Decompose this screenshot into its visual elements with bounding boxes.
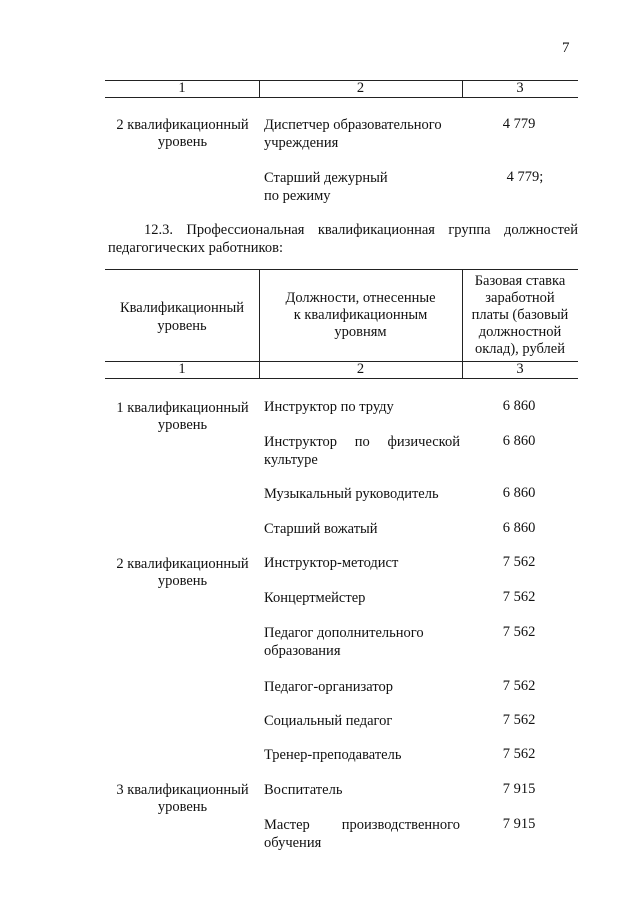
column-number: 3 xyxy=(516,80,524,96)
page-number: 7 xyxy=(562,40,570,56)
position-name: Старший вожатый xyxy=(264,521,378,537)
position-line: Старший дежурный xyxy=(264,170,388,186)
position-name xyxy=(264,169,460,205)
column-number: 1 xyxy=(178,361,186,377)
position-line: Мастер производственного xyxy=(264,817,460,833)
header-line: платы (базовый xyxy=(471,307,569,323)
position-name: Инструктор-методист xyxy=(264,555,399,571)
position-line: учреждения xyxy=(264,135,339,151)
base-rate: 7 562 xyxy=(502,712,536,728)
position-name xyxy=(264,816,460,852)
base-rate: 7 562 xyxy=(502,554,536,570)
section-heading-line: 12.3. Профессиональная квалификационная группа должностей xyxy=(144,222,578,238)
header-base-rate xyxy=(462,273,578,358)
position-name: Инструктор по труду xyxy=(264,399,394,415)
base-rate: 6 860 xyxy=(502,485,536,501)
base-rate: 4 779; xyxy=(506,169,544,185)
base-rate: 7 562 xyxy=(502,678,536,694)
position-name: Социальный педагог xyxy=(264,713,393,729)
position-name: Концертмейстер xyxy=(264,590,366,606)
header-positions xyxy=(259,290,462,341)
header-line: уровням xyxy=(334,324,387,340)
base-rate: 7 562 xyxy=(502,624,536,640)
base-rate: 7 562 xyxy=(502,589,536,605)
column-number: 2 xyxy=(356,80,365,96)
position-name xyxy=(264,116,460,152)
position-name xyxy=(264,433,460,469)
qualification-level: 2 квалификационный уровень xyxy=(116,117,249,150)
header-line: Должности, отнесенные xyxy=(285,290,436,306)
position-name xyxy=(264,624,460,660)
base-rate: 6 860 xyxy=(502,398,536,414)
header-line: Базовая ставка xyxy=(474,273,566,289)
column-number: 1 xyxy=(178,80,186,96)
header-line: к квалификационным xyxy=(293,307,428,323)
position-name: Тренер-преподаватель xyxy=(264,747,402,763)
position-line: Педагог дополнительного xyxy=(264,625,424,641)
position-line: обучения xyxy=(264,835,322,851)
base-rate: 6 860 xyxy=(502,433,536,449)
qualification-level: 2 квалификационный уровень xyxy=(116,556,249,589)
position-line: культуре xyxy=(264,452,318,468)
header-line: должностной xyxy=(478,324,562,340)
header-line: оклад), рублей xyxy=(475,341,565,357)
section-heading-line: педагогических работников: xyxy=(108,240,283,256)
column-number: 2 xyxy=(356,361,365,377)
position-name: Педагог-организатор xyxy=(264,679,393,695)
table-rule xyxy=(105,378,578,379)
section-heading xyxy=(108,221,578,257)
table-rule xyxy=(105,269,578,270)
base-rate: 7 915 xyxy=(502,781,536,797)
base-rate: 7 562 xyxy=(502,746,536,762)
position-line: Диспетчер образовательного xyxy=(264,117,442,133)
qualification-level: 3 квалификационный уровень xyxy=(116,782,249,815)
position-line: образования xyxy=(264,643,341,659)
header-line: заработной xyxy=(485,290,555,306)
base-rate: 6 860 xyxy=(502,520,536,536)
position-line: по режиму xyxy=(264,188,331,204)
top-table-rule-bottom xyxy=(105,97,578,98)
base-rate: 7 915 xyxy=(502,816,536,832)
position-name: Музыкальный руководитель xyxy=(264,486,439,502)
base-rate: 4 779 xyxy=(502,116,536,132)
position-name: Воспитатель xyxy=(264,782,343,798)
qualification-level: 1 квалификационный уровень xyxy=(116,400,249,433)
header-qualification-level: Квалификационный уровень xyxy=(119,300,245,334)
position-line: Инструктор по физической xyxy=(264,434,460,450)
column-number: 3 xyxy=(516,361,524,377)
